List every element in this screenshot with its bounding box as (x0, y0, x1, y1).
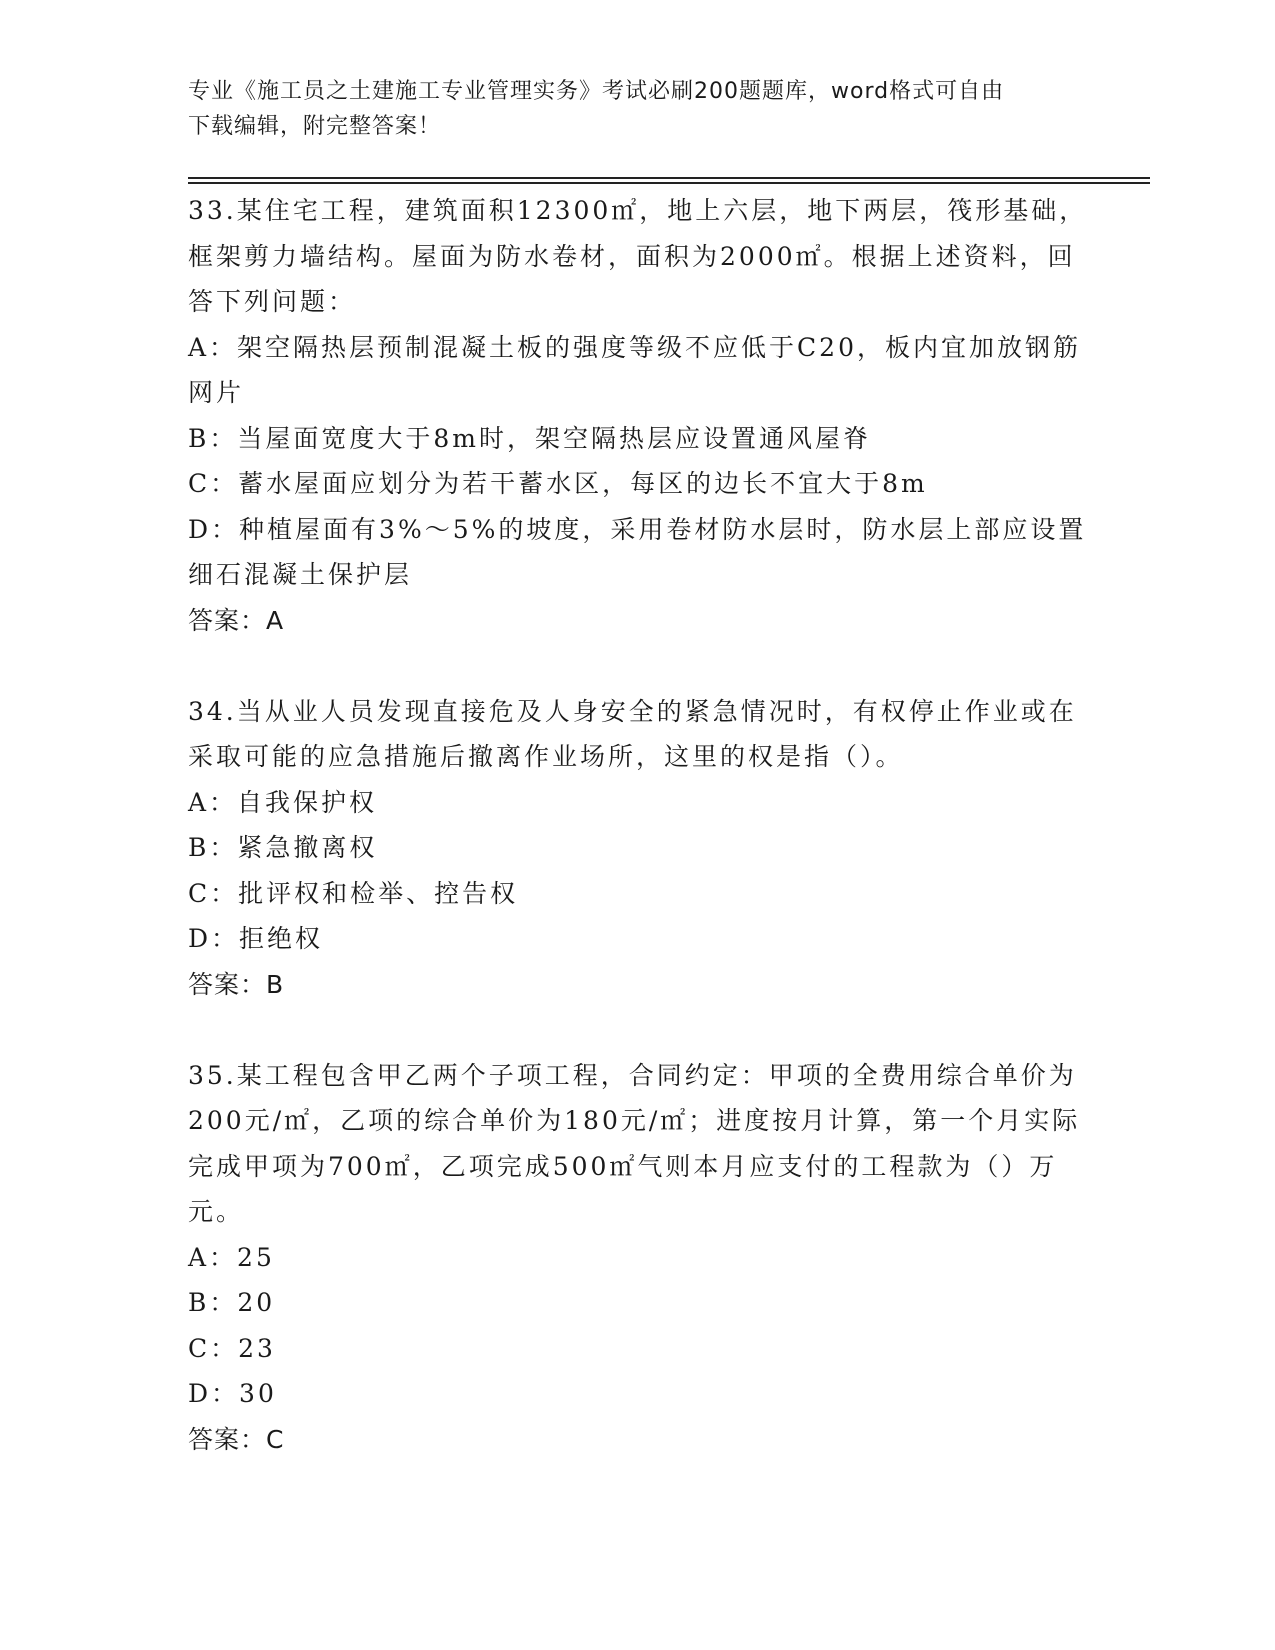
question-33 (188, 188, 1088, 643)
option-d: D：30 (188, 1379, 277, 1408)
answer-label: 答案：C (188, 1424, 285, 1454)
question-35 (188, 1053, 1088, 1463)
question-spacer (188, 643, 1088, 689)
option-a: A：架空隔热层预制混凝土板的强度等级不应低于C20，板内宜加放钢筋网片 (188, 332, 1081, 407)
header-divider-top (188, 177, 1150, 179)
option-b: B：当屋面宽度大于8m时，架空隔热层应设置通风屋脊 (188, 423, 871, 453)
answer-label: 答案：B (188, 969, 285, 999)
question-stem: 35.某工程包含甲乙两个子项工程，合同约定：甲项的全费用综合单价为200元/㎡，乙项的综合单价为180元/㎡；进度按月计算，第一个月实际完成甲项为700㎡，乙项完成500㎡气则本月应支付的工程款为（）万元。 (188, 1060, 1081, 1226)
option-d: D：种植屋面有3%～5%的坡度，采用卷材防水层时，防水层上部应设置细石混凝土保护层 (188, 514, 1087, 589)
option-c: C：23 (188, 1333, 276, 1363)
question-stem: 34.当从业人员发现直接危及人身安全的紧急情况时，有权停止作业或在采取可能的应急措施后撤离作业场所，这里的权是指（）。 (188, 696, 1077, 771)
question-34 (188, 689, 1088, 1008)
option-a: A：自我保护权 (188, 787, 378, 817)
question-list (188, 188, 1088, 1462)
header-line-1: 专业《施工员之土建施工专业管理实务》考试必刷200题题库，word格式可自由 (188, 79, 1005, 104)
answer-label: 答案：A (188, 605, 285, 635)
option-b: B：紧急撤离权 (188, 833, 378, 862)
header-divider-bottom (188, 182, 1150, 184)
option-a: A：25 (188, 1242, 275, 1272)
option-d: D：拒绝权 (188, 924, 324, 953)
option-b: B：20 (188, 1288, 276, 1317)
option-c: C：蓄水屋面应划分为若干蓄水区，每区的边长不宜大于8m (188, 469, 928, 498)
question-stem: 33.某住宅工程，建筑面积12300㎡，地上六层，地下两层，筏形基础，框架剪力墙结构。屋面为防水卷材，面积为2000㎡。根据上述资料，回答下列问题： (188, 196, 1088, 316)
header-line-2: 下载编辑，附完整答案！ (188, 114, 442, 139)
document-header (188, 74, 1088, 144)
option-c: C：批评权和检举、控告权 (188, 878, 519, 908)
question-spacer (188, 1007, 1088, 1053)
